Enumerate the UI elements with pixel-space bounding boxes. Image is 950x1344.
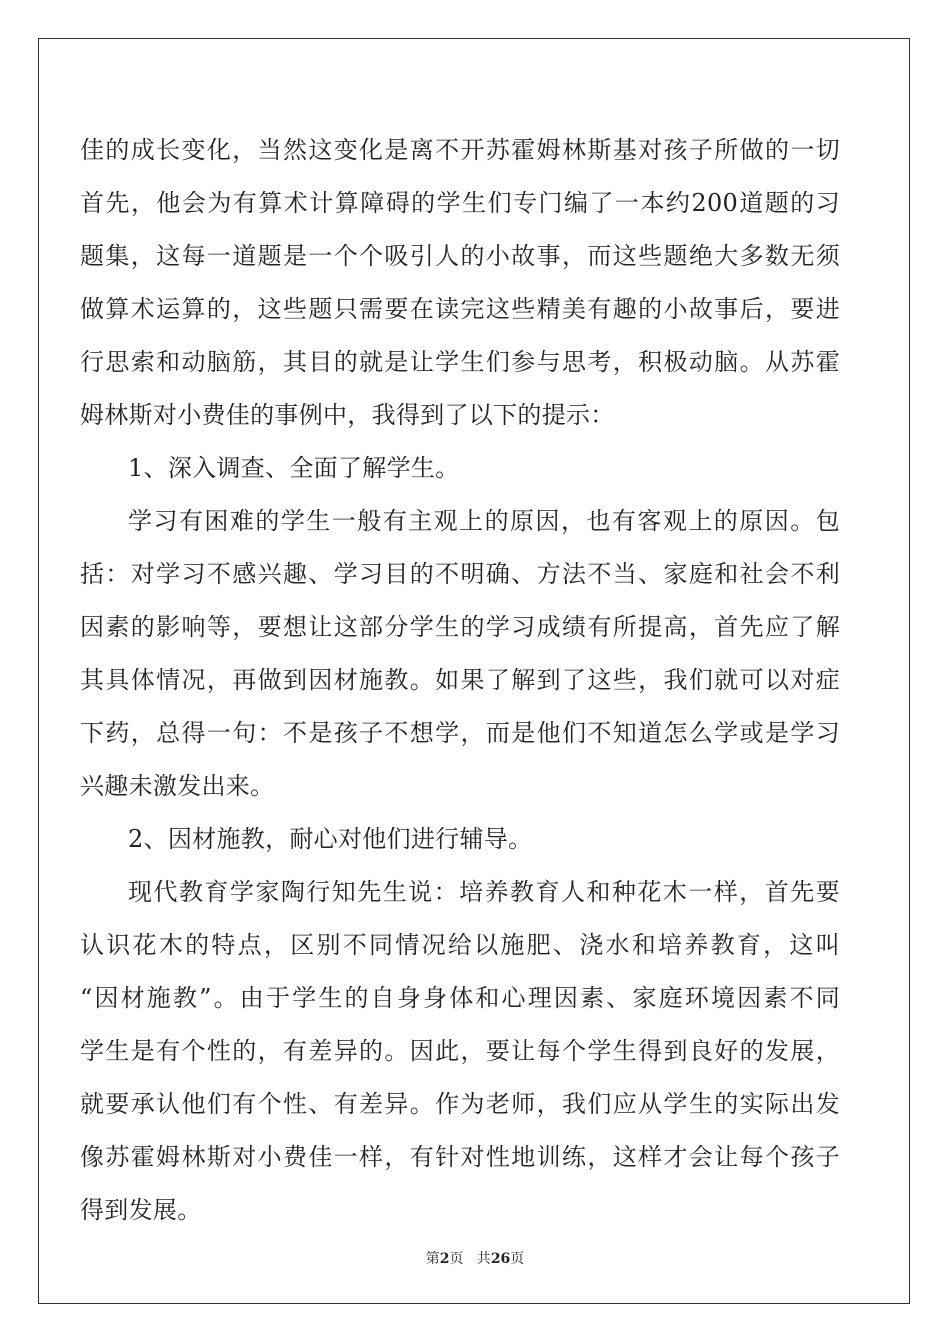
paragraph-start: 现代教育学家陶行知先生说：培养教育人和种花木一样，首先要	[128, 878, 840, 906]
text-line: 首先，他会为有算术计算障碍的学生们专门编了一本约200道题的习	[80, 189, 840, 217]
total-page-count: 26	[490, 1251, 511, 1267]
text-line: 做算术运算的，这些题只需要在读完这些精美有趣的小故事后，要进	[80, 295, 840, 323]
text-line: 兴趣未激发出来。	[80, 772, 275, 800]
text-line: 学生是有个性的，有差异的。因此，要让每个学生得到良好的发展，	[80, 1037, 840, 1065]
text-line: 因素的影响等，要想让这部分学生的学习成绩有所提高，首先应了解	[80, 613, 840, 641]
text-line: 佳的成长变化，当然这变化是离不开苏霍姆林斯基对孩子所做的一切	[80, 136, 840, 164]
footer-suffix: 页	[510, 1251, 525, 1267]
current-page-number: 2	[439, 1251, 450, 1267]
footer-prefix: 第	[425, 1251, 440, 1267]
page-footer	[0, 1248, 950, 1268]
text-line: 其具体情况，再做到因材施教。如果了解到了这些，我们就可以对症	[80, 666, 840, 694]
paragraph-start: 学习有困难的学生一般有主观上的原因，也有客观上的原因。包	[128, 507, 840, 535]
document-body	[80, 124, 840, 1237]
text-line: 行思索和动脑筋，其目的就是让学生们参与思考，积极动脑。从苏霍	[80, 348, 840, 376]
text-line: “因材施教”。由于学生的自身身体和心理因素、家庭环境因素不同	[80, 984, 840, 1012]
text-line: 括：对学习不感兴趣、学习目的不明确、方法不当、家庭和社会不利	[80, 560, 840, 588]
section-heading-2: 2、因材施教，耐心对他们进行辅导。	[128, 825, 533, 853]
text-line: 认识花木的特点，区别不同情况给以施肥、浇水和培养教育，这叫	[80, 931, 840, 959]
text-line: 得到发展。	[80, 1196, 202, 1224]
text-line: 就要承认他们有个性、有差异。作为老师，我们应从学生的实际出发	[80, 1090, 840, 1118]
text-line: 下药，总得一句：不是孩子不想学，而是他们不知道怎么学或是学习	[80, 719, 840, 747]
text-line: 题集，这每一道题是一个个吸引人的小故事，而这些题绝大多数无须	[80, 242, 840, 270]
text-line: 像苏霍姆林斯对小费佳一样，有针对性地训练，这样才会让每个孩子	[80, 1143, 840, 1171]
text-line: 姆林斯对小费佳的事例中，我得到了以下的提示：	[80, 401, 615, 429]
section-heading-1: 1、深入调查、全面了解学生。	[128, 454, 460, 482]
footer-mid: 页 共	[449, 1251, 491, 1267]
